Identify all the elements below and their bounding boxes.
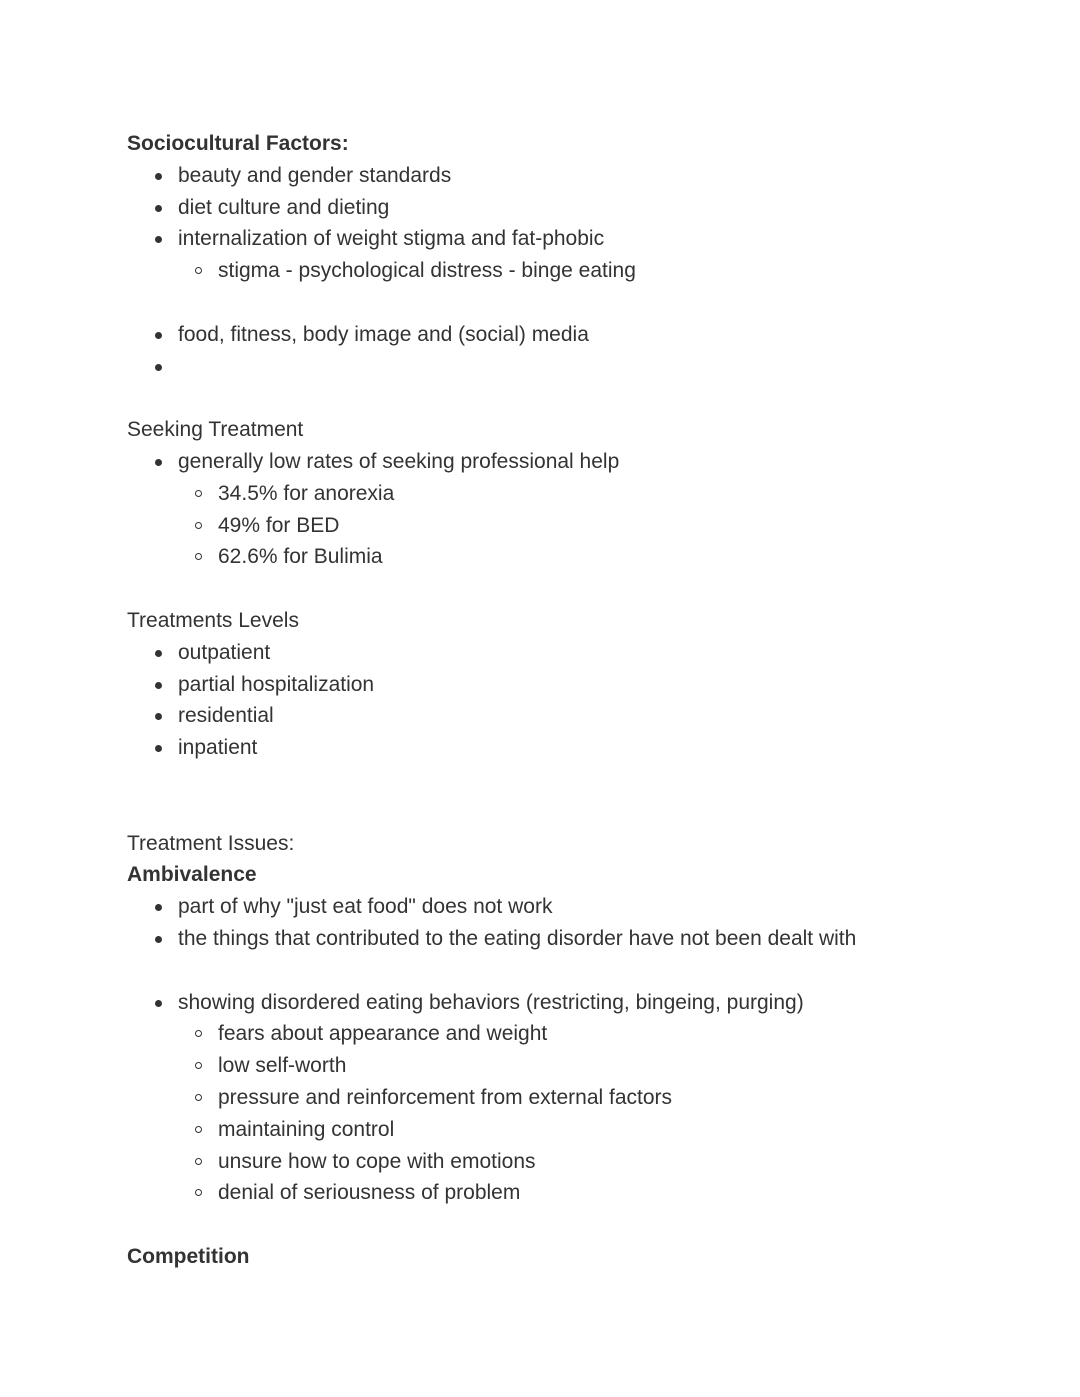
heading-treatment-issues: Treatment Issues: bbox=[127, 831, 295, 855]
sub-list-item: 62.6% for Bulimia bbox=[127, 541, 1020, 573]
list-item: outpatient bbox=[127, 637, 1020, 669]
list-item: diet culture and dieting bbox=[127, 192, 1020, 224]
sub-list-item: stigma - psychological distress - binge eating bbox=[127, 255, 1020, 287]
spacer bbox=[127, 287, 1020, 319]
sub-list-item: maintaining control bbox=[127, 1114, 1020, 1146]
spacer bbox=[127, 382, 1020, 414]
spacer bbox=[127, 955, 1020, 987]
document-body bbox=[127, 128, 1020, 1273]
subheading-ambivalence: Ambivalence bbox=[127, 863, 257, 887]
sub-list-item: 49% for BED bbox=[127, 510, 1020, 542]
list-item: internalization of weight stigma and fat-phobic bbox=[127, 223, 1020, 255]
list-item: showing disordered eating behaviors (restricting, bingeing, purging) bbox=[127, 987, 1020, 1019]
heading-competition: Competition bbox=[127, 1244, 250, 1268]
sub-list-item: pressure and reinforcement from external factors bbox=[127, 1082, 1020, 1114]
sub-list-item: unsure how to cope with emotions bbox=[127, 1146, 1020, 1178]
sub-list-item: denial of seriousness of problem bbox=[127, 1177, 1020, 1209]
heading-treatment-levels: Treatments Levels bbox=[127, 608, 299, 632]
list-item: partial hospitalization bbox=[127, 669, 1020, 701]
heading-sociocultural-factors: Sociocultural Factors: bbox=[127, 132, 349, 155]
sub-list-item: fears about appearance and weight bbox=[127, 1018, 1020, 1050]
list-item: food, fitness, body image and (social) media bbox=[127, 319, 1020, 351]
spacer bbox=[127, 573, 1020, 605]
list-item: generally low rates of seeking professional help bbox=[127, 446, 1020, 478]
list-item: beauty and gender standards bbox=[127, 160, 1020, 192]
sub-list-item: 34.5% for anorexia bbox=[127, 478, 1020, 510]
list-item: residential bbox=[127, 700, 1020, 732]
heading-seeking-treatment: Seeking Treatment bbox=[127, 418, 304, 442]
list-item: part of why "just eat food" does not work bbox=[127, 891, 1020, 923]
spacer bbox=[127, 1209, 1020, 1241]
list-item: the things that contributed to the eating disorder have not been dealt with bbox=[127, 923, 1020, 955]
spacer bbox=[127, 764, 1020, 828]
sub-list-item: low self-worth bbox=[127, 1050, 1020, 1082]
list-item-empty bbox=[127, 351, 1020, 383]
list-item: inpatient bbox=[127, 732, 1020, 764]
